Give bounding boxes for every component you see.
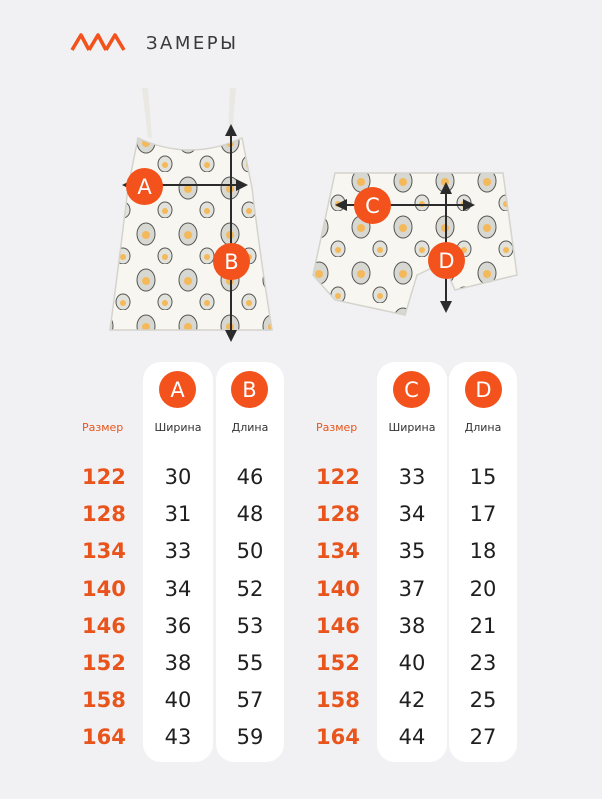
width-c-value: 42 [398, 688, 426, 713]
length-d-value: 23 [469, 651, 497, 675]
length-b-value: 53 [236, 613, 264, 638]
width-a-value: 33 [164, 539, 192, 564]
length-b-value: 55 [236, 651, 264, 675]
width-a-value: 36 [164, 613, 192, 638]
length-b-value: 48 [236, 502, 264, 527]
page-title: ЗАМЕРЫ [146, 33, 239, 54]
size-value: 164 [82, 725, 126, 750]
column-b-badge: B [231, 371, 268, 408]
column-c-badge: C [393, 371, 430, 408]
length-d-value: 15 [469, 465, 497, 489]
length-b-value: 50 [236, 539, 264, 564]
size-header-right: Размер [316, 421, 358, 434]
length-d-value: 18 [469, 539, 497, 564]
width-c-value: 35 [398, 539, 426, 564]
width-header-a: Ширина [154, 421, 202, 434]
size-value: 140 [82, 576, 126, 601]
width-c-value: 40 [398, 651, 426, 675]
size-value: 146 [82, 613, 126, 638]
width-a-value: 30 [164, 465, 192, 489]
size-value: 134 [82, 539, 126, 564]
width-c-value: 44 [398, 725, 426, 750]
size-value: 140 [316, 576, 360, 601]
length-d-value: 21 [469, 613, 497, 638]
length-b-value: 57 [236, 688, 264, 713]
width-c-value: 33 [398, 465, 426, 489]
size-value: 128 [316, 502, 360, 527]
length-b-value: 59 [236, 725, 264, 750]
length-header-b: Длина [231, 421, 269, 434]
length-b-value: 52 [236, 576, 264, 601]
size-value: 134 [316, 539, 360, 564]
shorts-illustration [305, 165, 525, 330]
length-d-value: 20 [469, 576, 497, 601]
measure-b-badge: B [213, 243, 250, 280]
brand-logo-icon [70, 33, 126, 51]
size-value: 152 [316, 651, 360, 675]
length-b-value: 46 [236, 465, 264, 489]
measure-a-badge: A [126, 168, 163, 205]
length-d-value: 17 [469, 502, 497, 527]
length-d-value: 27 [469, 725, 497, 750]
size-value: 158 [316, 688, 360, 713]
width-a-value: 34 [164, 576, 192, 601]
size-value: 122 [316, 465, 360, 489]
size-value: 146 [316, 613, 360, 638]
size-value: 164 [316, 725, 360, 750]
size-value: 122 [82, 465, 126, 489]
size-value: 152 [82, 651, 126, 675]
width-c-value: 37 [398, 576, 426, 601]
width-a-value: 43 [164, 725, 192, 750]
column-d-badge: D [465, 371, 502, 408]
measure-c-badge: C [354, 187, 391, 224]
width-a-value: 31 [164, 502, 192, 527]
width-header-c: Ширина [388, 421, 436, 434]
width-c-value: 34 [398, 502, 426, 527]
width-a-value: 40 [164, 688, 192, 713]
width-a-value: 38 [164, 651, 192, 675]
measure-d-badge: D [428, 242, 465, 279]
width-c-value: 38 [398, 613, 426, 638]
length-d-value: 25 [469, 688, 497, 713]
size-value: 158 [82, 688, 126, 713]
size-header-left: Размер [82, 421, 124, 434]
column-a-badge: A [159, 371, 196, 408]
top-garment-illustration [90, 80, 290, 345]
length-header-d: Длина [464, 421, 502, 434]
size-value: 128 [82, 502, 126, 527]
